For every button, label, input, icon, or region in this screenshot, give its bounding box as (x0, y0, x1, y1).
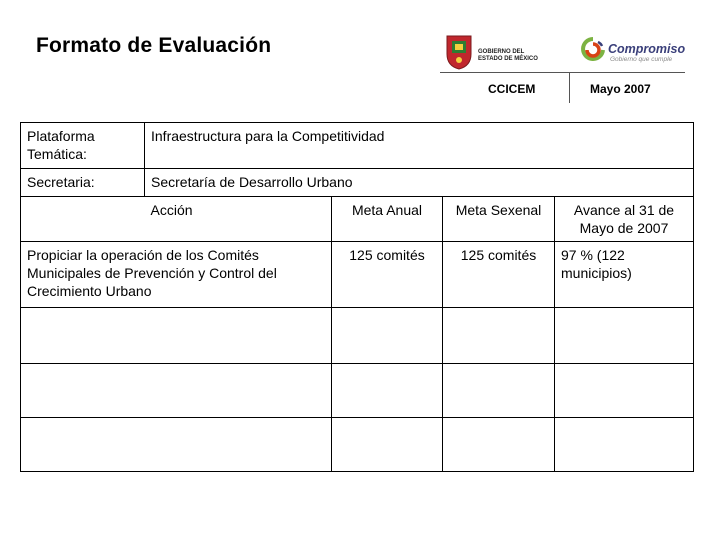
empty-row (21, 364, 694, 418)
empty-cell (443, 308, 555, 364)
compromiso-tagline: Gobierno que cumple (610, 56, 673, 63)
empty-cell (555, 418, 694, 472)
empty-cell (555, 308, 694, 364)
meta-sexenal-header: Meta Sexenal (443, 197, 555, 242)
empty-cell (332, 364, 443, 418)
document-date: Mayo 2007 (590, 82, 651, 96)
compromiso-name: Compromiso (608, 42, 686, 56)
avance-header: Avance al 31 de Mayo de 2007 (555, 197, 694, 242)
government-logo-text: GOBIERNO DEL ESTADO DE MÉXICO (478, 49, 538, 62)
government-logo (444, 34, 564, 70)
secretaria-value: Secretaría de Desarrollo Urbano (145, 169, 694, 197)
document-code: CCICEM (488, 82, 536, 96)
compromiso-logo (580, 36, 690, 68)
page-title: Formato de Evaluación (36, 34, 272, 57)
plataforma-value: Infraestructura para la Competitividad (145, 123, 694, 169)
empty-cell (21, 364, 332, 418)
meta-anual-cell: 125 comités (332, 242, 443, 308)
header-divider (440, 72, 685, 73)
empty-row (21, 308, 694, 364)
evaluation-table (20, 122, 694, 472)
avance-cell: 97 % (122 municipios) (555, 242, 694, 308)
accion-cell: Propiciar la operación de los Comités Municipales de Prevención y Control del Crecimiento Urbano (21, 242, 332, 308)
accion-header: Acción (145, 197, 332, 242)
plataforma-label: Plataforma Temática: (21, 123, 145, 169)
empty-row (21, 418, 694, 472)
table-row (21, 242, 694, 308)
table-header-row (21, 197, 694, 242)
secretaria-row (21, 169, 694, 197)
empty-cell (332, 418, 443, 472)
empty-cell (21, 308, 332, 364)
meta-sexenal-cell: 125 comités (443, 242, 555, 308)
compromiso-swirl-icon (580, 36, 606, 64)
empty-cell (21, 418, 332, 472)
plataforma-row (21, 123, 694, 169)
empty-cell (555, 364, 694, 418)
coat-of-arms-icon (444, 34, 474, 70)
empty-cell (443, 364, 555, 418)
empty-cell (332, 308, 443, 364)
empty-cell (443, 418, 555, 472)
meta-anual-header: Meta Anual (332, 197, 443, 242)
accion-header-spacer (21, 197, 145, 242)
header-separator (569, 72, 570, 103)
secretaria-label: Secretaria: (21, 169, 145, 197)
